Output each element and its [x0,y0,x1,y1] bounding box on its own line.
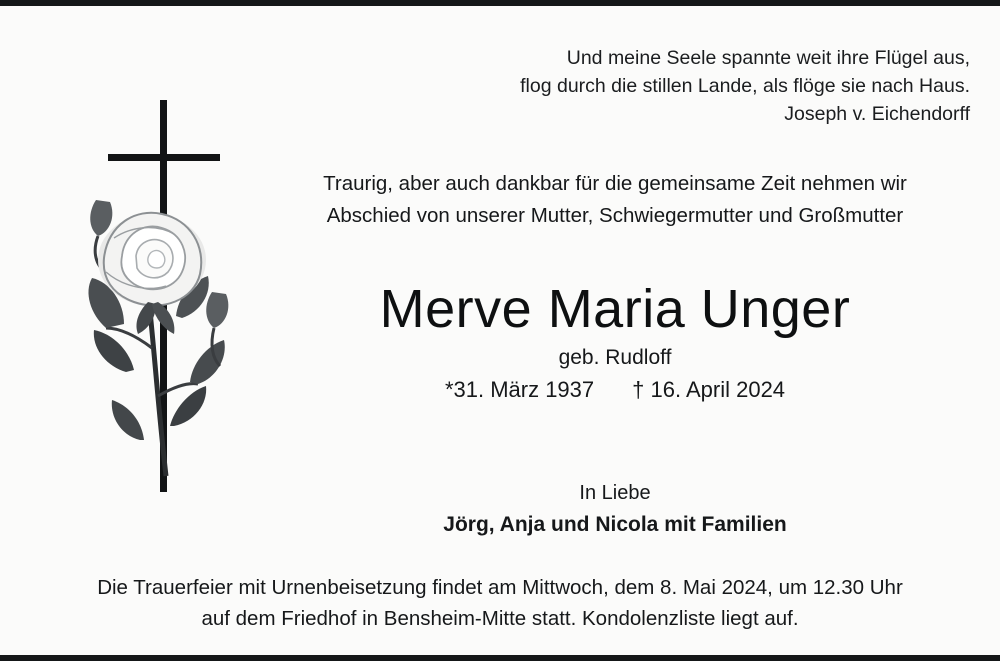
birth-date: *31. März 1937 [444,377,595,402]
top-rule [0,0,1000,6]
deceased-name: Merve Maria Unger [379,279,851,339]
verse-line-2: flog durch die stillen Lande, als flöge sie nach Haus. [520,75,970,97]
verse-block [430,44,970,128]
intro-line-1: Traurig, aber auch dankbar für die gemeinsame Zeit nehmen wir [323,172,907,195]
death-date: † 16. April 2024 [632,377,786,402]
bottom-rule [0,655,1000,661]
cross-with-rose-icon [62,96,262,496]
service-line-1: Die Trauerfeier mit Urnenbeisetzung findet am Mittwoch, dem 8. Mai 2024, um 12.30 Uhr [97,576,903,599]
service-line-2: auf dem Friedhof in Bensheim-Mitte statt. Kondolenzliste liegt auf. [201,607,799,630]
intro-line-2: Abschied von unserer Mutter, Schwiegermutter und Großmutter [326,204,904,227]
deceased-dates [250,377,980,403]
verse-author: Joseph v. Eichendorff [784,103,970,125]
verse-line-1: Und meine Seele spannte weit ihre Flügel aus, [566,47,970,69]
service-details [30,572,970,634]
closing-line-1: In Liebe [579,482,651,504]
deceased-maiden-name: geb. Rudloff [558,346,672,369]
intro-block [250,168,980,232]
closing-block [250,478,980,540]
family-names: Jörg, Anja und Nicola mit Familien [443,513,787,536]
